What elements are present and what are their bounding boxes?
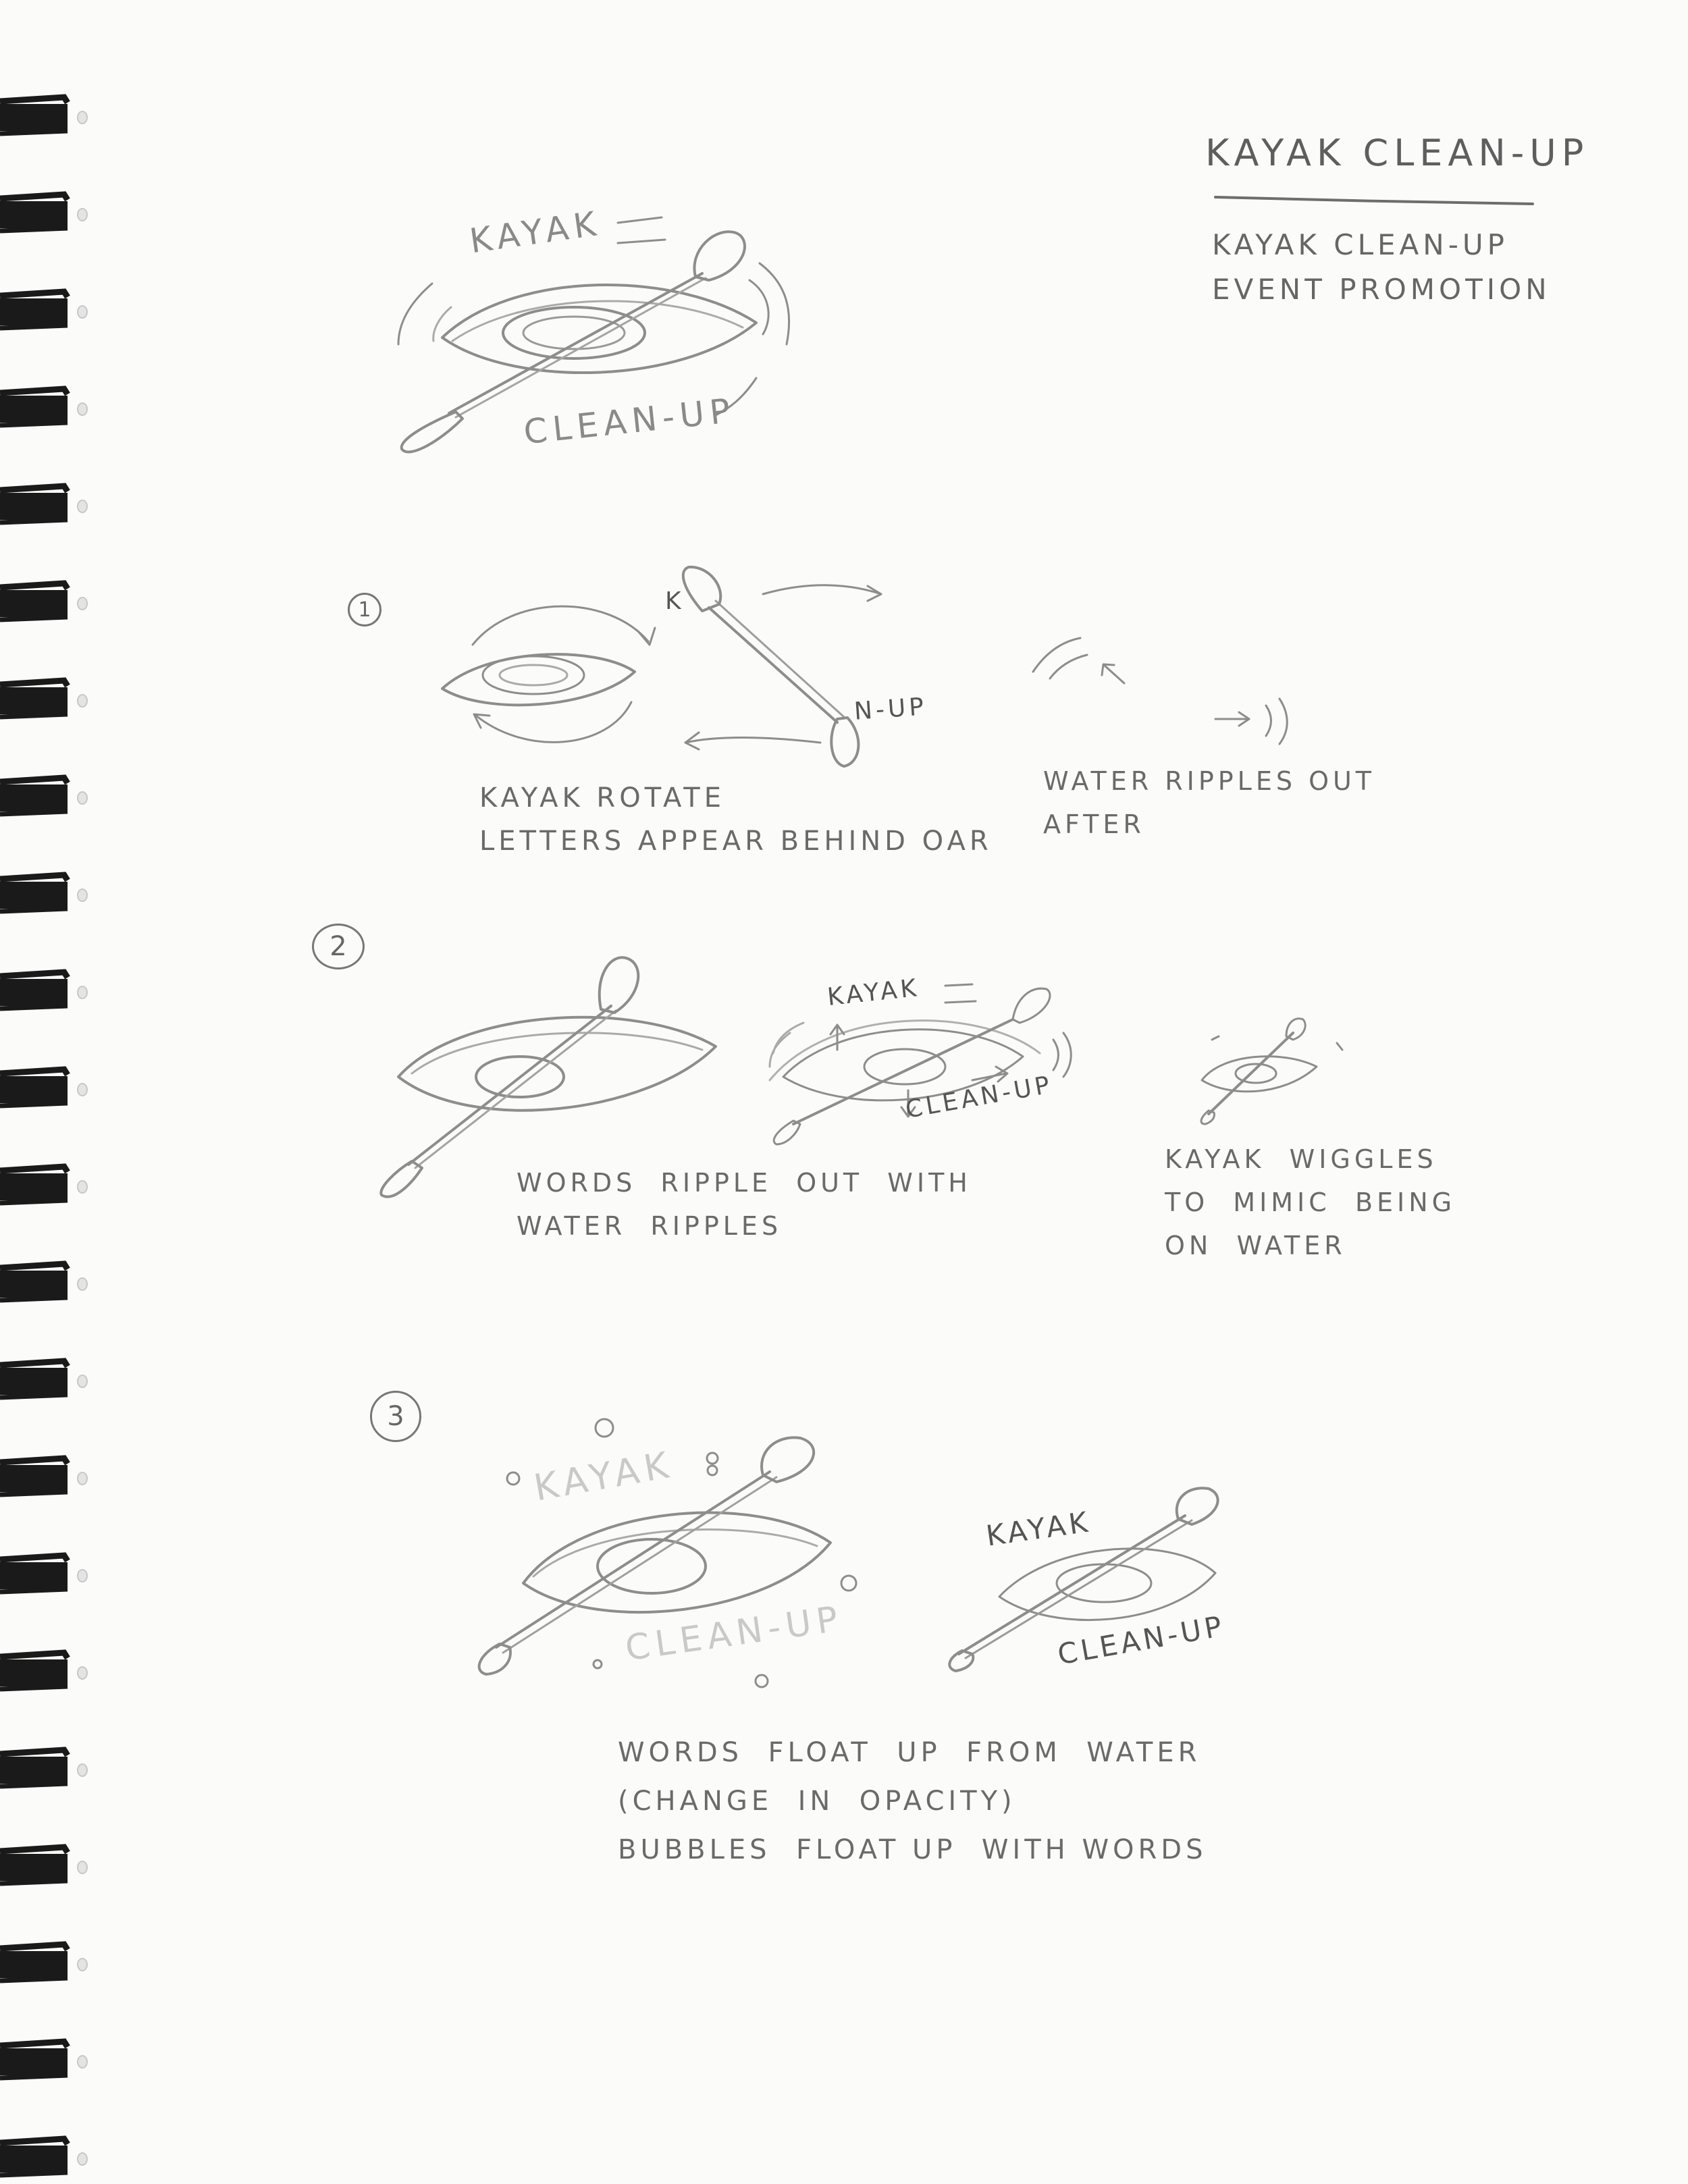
step3b-cockpit [1057,1564,1151,1602]
step3-kayak-hull [523,1513,830,1612]
step3-bubble-7 [756,1675,768,1687]
step3-bubble-2 [507,1472,519,1485]
step2c-wiggle-mark-1 [1212,1036,1219,1040]
step-1-sketches [442,567,1287,766]
step1-rotate-arrow-top [473,606,648,645]
page-title: KAYAK CLEAN-UP [1205,132,1589,174]
step1-oar-blade-top [683,567,720,611]
step1-rotate-arrow-bottom [476,702,631,742]
step1-cockpit-inner [500,665,567,685]
step2b-speed-1 [945,984,972,986]
step2b-ripple-right-1 [1053,1040,1059,1070]
step1-cockpit [483,656,584,694]
step1-ripple-right-1 [1266,705,1271,736]
step2c-kayak-hull [1202,1057,1317,1092]
hero-word-bottom: CLEAN-UP [521,390,737,452]
step3-oar-blade-top [762,1437,814,1482]
step3-word-bottom: CLEAN-UP [1055,1609,1228,1672]
step1-oar-shaft [709,608,837,722]
step3-oar-blade-bottom [479,1644,510,1674]
step1-oar-arrowhead-top [868,586,881,601]
step3b-oar-blade-top [1177,1488,1218,1524]
step1-oar-arrow-top [763,585,881,594]
step1-oar-blade-bottom [831,718,858,766]
step1-ripple-1 [1033,638,1080,672]
step2-word-bottom: CLEAN-UP [903,1071,1055,1124]
step1-ripple-arrow [1104,665,1124,683]
hero-oar-blade-bottom [402,412,463,452]
step3-faded-word-bottom: CLEAN-UP [623,1598,846,1670]
step3-bubble-4 [708,1466,717,1475]
step1-fragment-right: N-UP [853,693,928,726]
hero-speed-line-1 [618,217,662,223]
hero-speed-line-2 [618,240,665,243]
hero-ripple-left [398,284,432,344]
step2-caption-b: KAYAK WIGGLES TO MIMIC BEING ON WATER [1165,1144,1456,1260]
step3-bubble-1 [596,1419,613,1437]
step2b-ripple-right-2 [1063,1033,1071,1077]
step2c-oar-shaft [1209,1033,1293,1114]
step2c-wiggle-mark-2 [1337,1043,1342,1050]
step2-oar-shaft [408,1006,611,1165]
step3-faded-word-top: KAYAK [531,1443,677,1510]
hero-word-top: KAYAK [467,203,604,261]
hero-oar-shaft-2 [456,278,706,417]
step3-bubble-5 [841,1576,856,1591]
step2b-ripple-left-2 [773,1023,803,1053]
step2b-speed-2 [945,1001,976,1003]
step-3-number: 3 [370,1391,421,1442]
step2b-oar-blade-top [1013,988,1050,1023]
step2-caption-a: WORDS RIPPLE OUT WITH WATER RIPPLES [517,1168,972,1241]
title-underline [1215,197,1533,204]
step1-rotate-arrowhead-top [638,628,655,645]
step2-word-top: KAYAK [826,974,922,1012]
step3-bubble-6 [594,1660,602,1668]
step3-kayak-hull-inner [533,1530,817,1576]
hero-oar-shaft [449,273,702,413]
step2-oar-shaft-2 [415,1011,616,1168]
step2b-oar-blade-bottom [774,1121,800,1144]
step3-caption: WORDS FLOAT UP FROM WATER (CHANGE IN OPACITY) BUBBLES FLOAT UP WITH WORDS [618,1737,1207,1865]
hero-kayak-hull-inner [452,301,743,341]
step2-kayak-hull [398,1017,716,1111]
step2b-cockpit [864,1049,945,1084]
step2-oar-blade-top [600,957,639,1013]
step1-fragment-left: K [665,587,685,615]
step1-ripple-right-2 [1280,699,1287,744]
page-subtitle: KAYAK CLEAN-UP EVENT PROMOTION [1212,228,1551,306]
step2c-oar-blade-bottom [1201,1111,1214,1124]
step3-word-top: KAYAK [984,1505,1093,1553]
step1-kayak-hull [442,654,635,705]
step1-ripple-2 [1050,655,1087,678]
step-1-number: 1 [348,593,381,627]
step3-bubble-3 [707,1453,718,1464]
step1-oar-shaft-2 [716,601,844,717]
step1-caption-a: KAYAK ROTATE LETTERS APPEAR BEHIND OAR [479,782,993,857]
step-2-number: 2 [312,924,365,969]
step1-oar-arrow-bottom [685,738,820,743]
step1-caption-b: WATER RIPPLES OUT AFTER [1043,766,1376,839]
